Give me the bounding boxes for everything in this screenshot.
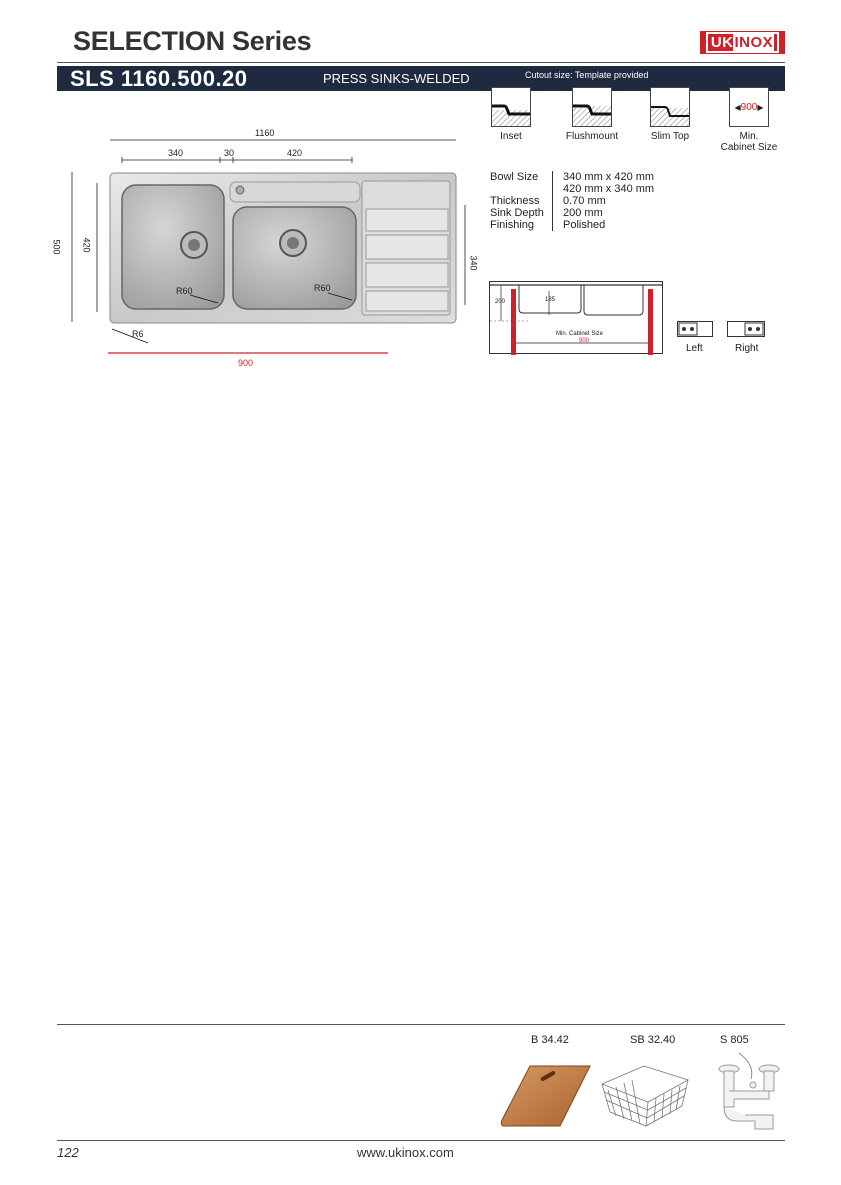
waste-kit-icon — [715, 1045, 785, 1135]
spec-table: Bowl Size 340 mm x 420 mm 420 mm x 340 mm Thickness 0.70 mm Sink Depth 200 mm Finishing Polished — [490, 171, 655, 231]
overall-width-label: 1160 — [255, 128, 275, 138]
cutout-note: Cutout size: Template provided — [525, 70, 649, 80]
series-title: SELECTION Series — [73, 26, 312, 56]
cabinet-width-label: 900 — [238, 358, 254, 368]
inset-icon — [491, 87, 531, 127]
accessories-rule — [57, 1024, 785, 1025]
accessory-code-basket: SB 32.40 — [630, 1034, 676, 1046]
accessory-code-board: B 34.42 — [531, 1034, 569, 1046]
accessory-code-waste: S 805 — [720, 1034, 749, 1046]
orientation-right-label: Right — [735, 343, 759, 354]
install-cabinet-size: ◀ 900 ▶ Min. Cabinet Size — [716, 87, 782, 153]
footer-rule — [57, 1140, 785, 1141]
gap-label: 30 — [224, 148, 235, 158]
cabinet-size-icon: ◀ 900 ▶ — [729, 87, 769, 127]
flushmount-icon — [572, 87, 612, 127]
section-depth2: 185 — [545, 297, 556, 303]
cutting-board-icon — [500, 1062, 592, 1130]
brand-logo: UKINOX — [700, 31, 785, 54]
radius-bowl1-label: R60 — [176, 286, 193, 296]
section-diagram — [489, 281, 664, 355]
header-rule — [57, 62, 785, 63]
sink-type: PRESS SINKS-WELDED — [323, 71, 470, 86]
slim-top-icon — [650, 87, 690, 127]
install-inset: Inset — [481, 87, 541, 142]
wire-basket-icon — [598, 1062, 690, 1130]
install-slim-top: Slim Top — [640, 87, 700, 142]
page-number: 122 — [57, 1145, 79, 1160]
website-link[interactable]: www.ukinox.com — [357, 1145, 454, 1160]
orientation-right-icon — [727, 321, 765, 337]
sink-plan-drawing — [50, 125, 470, 375]
install-flushmount: Flushmount — [559, 87, 625, 142]
drainer-depth-label: 340 — [468, 255, 479, 271]
bowl-depth-label: 420 — [81, 237, 92, 253]
orientation-left-icon — [677, 321, 713, 337]
section-depth1: 200 — [495, 299, 506, 305]
section-cabinet-value: 900 — [579, 338, 590, 344]
corner-radius-label: R6 — [132, 329, 144, 339]
bowl2-width-label: 420 — [287, 148, 303, 158]
section-cabinet-label: Min. Cabinet Size — [556, 331, 604, 337]
bowl1-width-label: 340 — [168, 148, 184, 158]
model-code: SLS 1160.500.20 — [70, 66, 248, 91]
overall-depth-label: 500 — [51, 239, 62, 255]
orientation-left-label: Left — [686, 343, 703, 354]
radius-bowl2-label: R60 — [314, 283, 331, 293]
